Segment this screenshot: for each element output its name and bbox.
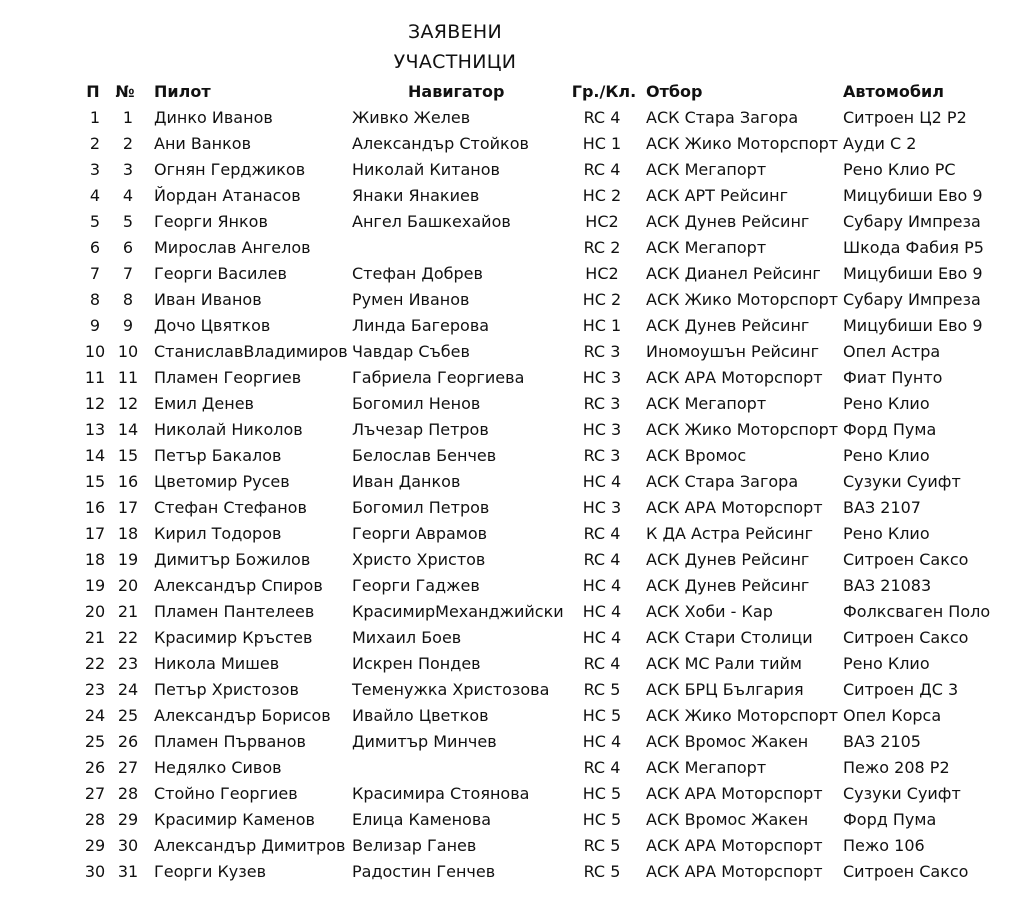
cell-navigator: КрасимирМеханджийски: [352, 602, 564, 621]
table-row: [0, 574, 1022, 600]
table-row: [0, 860, 1022, 886]
table-row: [0, 236, 1022, 262]
cell-car: ВАЗ 2105: [843, 732, 921, 751]
cell-team: Иномоушън Рейсинг: [646, 342, 819, 361]
cell-number: 7: [122, 264, 134, 283]
cell-navigator: Стефан Добрев: [352, 264, 483, 283]
cell-class: HC 5: [582, 784, 622, 803]
cell-car: ВАЗ 21083: [843, 576, 932, 595]
cell-team: АСК Дунев Рейсинг: [646, 576, 810, 595]
cell-navigator: Ивайло Цветков: [352, 706, 489, 725]
cell-pilot: Николай Николов: [154, 420, 303, 439]
cell-navigator: Александър Стойков: [352, 134, 529, 153]
cell-navigator: Димитър Минчев: [352, 732, 497, 751]
cell-team: АСК Вромос: [646, 446, 747, 465]
cell-team: АСК Жико Моторспорт: [646, 134, 839, 153]
cell-pilot: Цветомир Русев: [154, 472, 290, 491]
header-number: №: [115, 82, 135, 101]
cell-position: 14: [84, 446, 106, 465]
cell-team: АСК Мегапорт: [646, 238, 767, 257]
cell-position: 29: [84, 836, 106, 855]
table-row: [0, 366, 1022, 392]
cell-position: 25: [84, 732, 106, 751]
cell-car: Рено Клио: [843, 654, 930, 673]
cell-class: HC 4: [582, 602, 622, 621]
cell-car: Форд Пума: [843, 420, 937, 439]
cell-number: 27: [117, 758, 139, 777]
cell-class: HC 2: [582, 290, 622, 309]
cell-car: Субару Импреза: [843, 212, 981, 231]
cell-team: АСК АРА Моторспорт: [646, 862, 823, 881]
cell-navigator: Красимира Стоянова: [352, 784, 530, 803]
table-row: [0, 704, 1022, 730]
cell-number: 22: [117, 628, 139, 647]
cell-team: АСК Мегапорт: [646, 160, 767, 179]
cell-car: Рено Клио: [843, 446, 930, 465]
cell-class: RC 5: [583, 836, 621, 855]
cell-number: 21: [117, 602, 139, 621]
cell-number: 31: [117, 862, 139, 881]
cell-pilot: Пламен Пантелеев: [154, 602, 315, 621]
cell-team: АСК Дунев Рейсинг: [646, 550, 810, 569]
cell-team: АСК АРА Моторспорт: [646, 498, 823, 517]
cell-navigator: Живко Желев: [352, 108, 471, 127]
cell-pilot: Стефан Стефанов: [154, 498, 307, 517]
cell-number: 14: [117, 420, 139, 439]
cell-position: 1: [89, 108, 101, 127]
cell-number: 6: [122, 238, 134, 257]
cell-pilot: Динко Иванов: [154, 108, 273, 127]
cell-number: 8: [122, 290, 134, 309]
cell-navigator: Богомил Ненов: [352, 394, 481, 413]
cell-team: АСК Дианел Рейсинг: [646, 264, 821, 283]
cell-pilot: Ани Ванков: [154, 134, 252, 153]
cell-number: 30: [117, 836, 139, 855]
cell-position: 6: [89, 238, 101, 257]
table-row: [0, 132, 1022, 158]
cell-number: 26: [117, 732, 139, 751]
cell-team: АСК АРА Моторспорт: [646, 836, 823, 855]
table-row: [0, 496, 1022, 522]
table-row: [0, 210, 1022, 236]
cell-team: АСК Хоби - Кар: [646, 602, 773, 621]
cell-team: АСК Мегапорт: [646, 394, 767, 413]
table-row: [0, 470, 1022, 496]
cell-class: HC2: [585, 212, 619, 231]
cell-class: RC 3: [583, 394, 621, 413]
cell-pilot: Никола Мишев: [154, 654, 280, 673]
cell-team: К ДА Астра Рейсинг: [646, 524, 814, 543]
cell-class: HC 3: [582, 420, 622, 439]
table-row: [0, 340, 1022, 366]
cell-team: АСК Стари Столици: [646, 628, 813, 647]
cell-number: 19: [117, 550, 139, 569]
cell-pilot: Емил Денев: [154, 394, 254, 413]
table-row: [0, 756, 1022, 782]
cell-car: Форд Пума: [843, 810, 937, 829]
header-car: Автомобил: [843, 82, 944, 101]
cell-class: RC 4: [583, 654, 621, 673]
cell-pilot: Александър Борисов: [154, 706, 331, 725]
cell-car: Мицубиши Ево 9: [843, 316, 983, 335]
cell-class: RC 4: [583, 524, 621, 543]
cell-car: Пежо 106: [843, 836, 925, 855]
header-position: П: [86, 82, 100, 101]
cell-number: 29: [117, 810, 139, 829]
cell-navigator: Белослав Бенчев: [352, 446, 497, 465]
table-row: [0, 392, 1022, 418]
table-row: [0, 184, 1022, 210]
cell-position: 15: [84, 472, 106, 491]
cell-number: 11: [117, 368, 139, 387]
cell-navigator: Ангел Башкехайов: [352, 212, 511, 231]
cell-pilot: Дочо Цвятков: [154, 316, 271, 335]
table-row: [0, 314, 1022, 340]
cell-class: HC 4: [582, 628, 622, 647]
cell-position: 23: [84, 680, 106, 699]
header-team: Отбор: [646, 82, 703, 101]
cell-class: RC 4: [583, 108, 621, 127]
cell-pilot: Александър Спиров: [154, 576, 323, 595]
cell-pilot: Кирил Тодоров: [154, 524, 282, 543]
cell-position: 21: [84, 628, 106, 647]
cell-pilot: Красимир Каменов: [154, 810, 315, 829]
cell-car: ВАЗ 2107: [843, 498, 921, 517]
cell-position: 19: [84, 576, 106, 595]
cell-navigator: Георги Гаджев: [352, 576, 480, 595]
cell-car: Рено Клио: [843, 524, 930, 543]
cell-class: RC 4: [583, 758, 621, 777]
cell-position: 22: [84, 654, 106, 673]
cell-pilot: Огнян Герджиков: [154, 160, 306, 179]
cell-car: Шкода Фабия Р5: [843, 238, 984, 257]
cell-team: АСК АРА Моторспорт: [646, 784, 823, 803]
cell-team: АСК Жико Моторспорт: [646, 290, 839, 309]
table-row: [0, 730, 1022, 756]
cell-number: 17: [117, 498, 139, 517]
cell-position: 30: [84, 862, 106, 881]
cell-class: HC 2: [582, 186, 622, 205]
cell-car: Субару Импреза: [843, 290, 981, 309]
cell-team: АСК Стара Загора: [646, 108, 799, 127]
cell-car: Рено Клио РС: [843, 160, 956, 179]
cell-number: 28: [117, 784, 139, 803]
cell-position: 10: [84, 342, 106, 361]
cell-car: Фиат Пунто: [843, 368, 943, 387]
cell-car: Сузуки Суифт: [843, 472, 961, 491]
table-row: [0, 600, 1022, 626]
cell-car: Пежо 208 Р2: [843, 758, 950, 777]
cell-class: RC 5: [583, 862, 621, 881]
cell-class: HC 5: [582, 706, 622, 725]
table-row: [0, 626, 1022, 652]
cell-class: HC2: [585, 264, 619, 283]
table-header: [0, 80, 1022, 106]
cell-position: 18: [84, 550, 106, 569]
cell-navigator: Иван Данков: [352, 472, 461, 491]
cell-class: RC 4: [583, 550, 621, 569]
cell-navigator: Габриела Георгиева: [352, 368, 525, 387]
cell-pilot: Петър Христозов: [154, 680, 299, 699]
cell-car: Ситроен Саксо: [843, 550, 969, 569]
cell-pilot: Георги Кузев: [154, 862, 267, 881]
header-class: Гр./Кл.: [571, 82, 637, 101]
cell-pilot: Красимир Кръстев: [154, 628, 313, 647]
cell-pilot: Петър Бакалов: [154, 446, 282, 465]
cell-navigator: Янаки Янакиев: [352, 186, 480, 205]
cell-class: RC 4: [583, 160, 621, 179]
cell-team: АСК Дунев Рейсинг: [646, 212, 810, 231]
cell-car: Опел Корса: [843, 706, 942, 725]
cell-class: HC 3: [582, 368, 622, 387]
cell-class: HC 3: [582, 498, 622, 517]
cell-pilot: Пламен Георгиев: [154, 368, 302, 387]
cell-position: 11: [84, 368, 106, 387]
cell-class: HC 4: [582, 576, 622, 595]
cell-team: АСК Вромос Жакен: [646, 810, 809, 829]
cell-car: Фолксваген Поло: [843, 602, 991, 621]
cell-pilot: Иван Иванов: [154, 290, 262, 309]
cell-team: АСК МС Рали тийм: [646, 654, 802, 673]
cell-navigator: Радостин Генчев: [352, 862, 496, 881]
cell-car: Ситроен Саксо: [843, 862, 969, 881]
cell-team: АСК Жико Моторспорт: [646, 420, 839, 439]
cell-number: 12: [117, 394, 139, 413]
table-row: [0, 548, 1022, 574]
cell-pilot: Димитър Божилов: [154, 550, 311, 569]
cell-car: Сузуки Суифт: [843, 784, 961, 803]
cell-class: HC 1: [582, 316, 622, 335]
cell-navigator: Лъчезар Петров: [352, 420, 489, 439]
table-row: [0, 418, 1022, 444]
cell-position: 13: [84, 420, 106, 439]
cell-car: Мицубиши Ево 9: [843, 186, 983, 205]
cell-pilot: Стойно Георгиев: [154, 784, 298, 803]
cell-team: АСК Стара Загора: [646, 472, 799, 491]
document-title-line1: ЗАЯВЕНИ: [407, 21, 503, 43]
document-title-line2: УЧАСТНИЦИ: [393, 51, 517, 73]
cell-class: RC 5: [583, 680, 621, 699]
table-row: [0, 158, 1022, 184]
cell-pilot: Мирослав Ангелов: [154, 238, 311, 257]
cell-position: 2: [89, 134, 101, 153]
cell-navigator: Чавдар Събев: [352, 342, 470, 361]
cell-number: 25: [117, 706, 139, 725]
table-row: [0, 288, 1022, 314]
cell-car: Ситроен Саксо: [843, 628, 969, 647]
cell-navigator: Георги Аврамов: [352, 524, 488, 543]
cell-team: АСК Вромос Жакен: [646, 732, 809, 751]
cell-number: 9: [122, 316, 134, 335]
cell-position: 12: [84, 394, 106, 413]
cell-pilot: Йордан Атанасов: [154, 186, 301, 205]
cell-class: HC 5: [582, 810, 622, 829]
table-row: [0, 106, 1022, 132]
cell-navigator: Велизар Ганев: [352, 836, 477, 855]
cell-team: АСК Жико Моторспорт: [646, 706, 839, 725]
cell-car: Ситроен Ц2 Р2: [843, 108, 967, 127]
header-navigator: Навигатор: [408, 82, 505, 101]
cell-navigator: Теменужка Христозова: [352, 680, 550, 699]
cell-position: 27: [84, 784, 106, 803]
cell-position: 20: [84, 602, 106, 621]
cell-position: 9: [89, 316, 101, 335]
cell-car: Рено Клио: [843, 394, 930, 413]
cell-number: 10: [117, 342, 139, 361]
header-pilot: Пилот: [154, 82, 211, 101]
cell-number: 4: [122, 186, 134, 205]
cell-pilot: Недялко Сивов: [154, 758, 282, 777]
cell-position: 7: [89, 264, 101, 283]
cell-number: 15: [117, 446, 139, 465]
cell-position: 5: [89, 212, 101, 231]
cell-team: АСК АРА Моторспорт: [646, 368, 823, 387]
table-row: [0, 808, 1022, 834]
cell-navigator: Христо Христов: [352, 550, 486, 569]
cell-pilot: Георги Василев: [154, 264, 287, 283]
cell-class: HC 4: [582, 732, 622, 751]
cell-number: 1: [122, 108, 134, 127]
cell-number: 2: [122, 134, 134, 153]
cell-number: 18: [117, 524, 139, 543]
cell-navigator: Линда Багерова: [352, 316, 490, 335]
cell-class: RC 3: [583, 446, 621, 465]
cell-pilot: Пламен Първанов: [154, 732, 306, 751]
table-row: [0, 834, 1022, 860]
cell-car: Опел Астра: [843, 342, 941, 361]
cell-number: 5: [122, 212, 134, 231]
cell-navigator: Елица Каменова: [352, 810, 492, 829]
table-row: [0, 262, 1022, 288]
cell-navigator: Николай Китанов: [352, 160, 500, 179]
cell-position: 17: [84, 524, 106, 543]
cell-position: 4: [89, 186, 101, 205]
cell-number: 20: [117, 576, 139, 595]
cell-position: 26: [84, 758, 106, 777]
table-row: [0, 652, 1022, 678]
cell-team: АСК Мегапорт: [646, 758, 767, 777]
cell-team: АСК БРЦ България: [646, 680, 804, 699]
cell-position: 3: [89, 160, 101, 179]
cell-navigator: Михаил Боев: [352, 628, 462, 647]
cell-navigator: Румен Иванов: [352, 290, 470, 309]
cell-team: АСК АРТ Рейсинг: [646, 186, 788, 205]
cell-class: HC 4: [582, 472, 622, 491]
table-row: [0, 678, 1022, 704]
cell-pilot: Георги Янков: [154, 212, 268, 231]
table-row: [0, 522, 1022, 548]
cell-class: HC 1: [582, 134, 622, 153]
cell-navigator: Богомил Петров: [352, 498, 490, 517]
cell-pilot: Александър Димитров: [154, 836, 346, 855]
table-row: [0, 782, 1022, 808]
cell-position: 8: [89, 290, 101, 309]
cell-number: 24: [117, 680, 139, 699]
cell-class: RC 3: [583, 342, 621, 361]
cell-number: 16: [117, 472, 139, 491]
cell-class: RC 2: [583, 238, 621, 257]
cell-car: Ауди С 2: [843, 134, 917, 153]
cell-navigator: Искрен Пондев: [352, 654, 481, 673]
cell-car: Мицубиши Ево 9: [843, 264, 983, 283]
cell-position: 28: [84, 810, 106, 829]
cell-pilot: СтаниславВладимиров: [154, 342, 348, 361]
cell-position: 16: [84, 498, 106, 517]
table-row: [0, 444, 1022, 470]
cell-number: 3: [122, 160, 134, 179]
cell-number: 23: [117, 654, 139, 673]
cell-car: Ситроен ДС 3: [843, 680, 959, 699]
cell-team: АСК Дунев Рейсинг: [646, 316, 810, 335]
cell-position: 24: [84, 706, 106, 725]
